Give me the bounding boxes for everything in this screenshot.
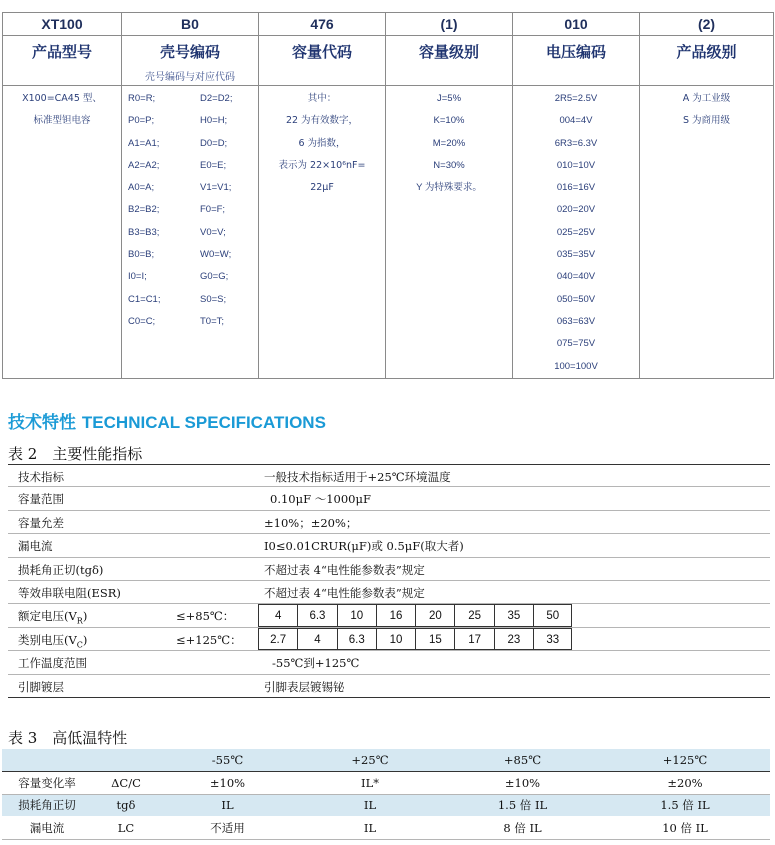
table-cell: ΔC/C (92, 772, 160, 795)
shell-code-item: T0=T; (200, 315, 225, 327)
shell-code-item: R0=R; (128, 93, 156, 104)
part-number-table (2, 12, 774, 379)
header-cell: -55℃ (160, 749, 295, 772)
table-cell: ±10% (445, 772, 600, 795)
shell-code-item: P0=P; (128, 115, 155, 127)
table-header-row (2, 749, 770, 772)
voltage-value-cell: 17 (454, 629, 493, 649)
name-cell (513, 36, 640, 86)
voltage-value-cell: 25 (454, 605, 493, 625)
shell-code-item: I0=I; (128, 271, 147, 283)
shell-code-item: G0=G; (200, 271, 229, 283)
code-cell: (2) (640, 13, 774, 36)
voltage-code-cell (513, 86, 640, 379)
spec-value: ±10%；±20%； (264, 515, 358, 530)
spec-table (8, 464, 770, 698)
model-desc-line: X100=CA45 型、 (22, 93, 102, 104)
tolerance-code-item: Y 为特殊要求。 (416, 182, 482, 194)
table-cell: IL (160, 794, 295, 817)
spec-value: 不超过表 4“电性能参数表”规定 (264, 562, 425, 577)
model-desc-line: 标准型钽电容 (33, 115, 91, 127)
name-cell (122, 36, 259, 86)
table-cell: LC (92, 817, 160, 840)
voltage-code-item: 010=10V (556, 159, 596, 171)
part-code-row (3, 13, 774, 36)
voltage-value-cell: 6.3 (297, 605, 336, 625)
section-heading-en: TECHNICAL SPECIFICATIONS (81, 413, 326, 432)
table-cell: 10 倍 IL (600, 817, 770, 840)
code-cell: XT100 (3, 13, 122, 36)
part-name-row (3, 36, 774, 86)
label-close: ) (82, 609, 88, 624)
shell-code-item: A1=A1; (128, 137, 160, 149)
shell-code-item: D2=D2; (200, 93, 233, 104)
name-cell (259, 36, 386, 86)
shell-code-cell (122, 86, 259, 379)
table-row (2, 772, 770, 795)
table-cell: IL (295, 794, 445, 817)
shell-code-item: H0=H; (200, 115, 228, 127)
capacity-desc-line: 22 为有效数字， (285, 115, 359, 127)
code-cell: B0 (122, 13, 259, 36)
spec-value: 一般技术指标适用于+25℃环境温度 (264, 470, 451, 484)
code-cell: 476 (259, 13, 386, 36)
voltage-value-cell: 15 (415, 629, 454, 649)
capacity-desc-line: 22μF (310, 182, 334, 194)
grade-code-item: S 为商用级 (682, 115, 731, 127)
tolerance-code-item: N=30% (433, 159, 465, 171)
label-close: ) (82, 632, 88, 647)
table-cell: ±10% (160, 772, 295, 795)
table-cell: 漏电流 (2, 817, 92, 840)
shell-code-item: D0=D; (200, 137, 228, 149)
tolerance-code-item: M=20% (432, 137, 466, 149)
name-cell (640, 36, 774, 86)
spec-label (18, 608, 87, 625)
voltage-value-cell: 4 (258, 605, 297, 625)
voltage-value-cell: 4 (297, 629, 336, 649)
shell-code-item: A0=A; (128, 182, 155, 194)
shell-code-item: B2=B2; (128, 204, 160, 216)
voltage-code-item: 2R5=2.5V (554, 93, 598, 104)
voltage-value-cell: 6.3 (337, 629, 376, 649)
grade-cell (640, 86, 774, 379)
model-desc-cell (3, 86, 122, 379)
header-cell: +125℃ (600, 749, 770, 772)
shell-code-item: B3=B3; (128, 226, 160, 238)
shell-code-item: F0=F; (200, 204, 226, 216)
voltage-value-cell: 20 (415, 605, 454, 625)
shell-code-item: C0=C; (128, 315, 156, 327)
spec-label: 引脚镀层 (18, 679, 64, 694)
column-name: 容量级别 (418, 43, 479, 61)
voltage-code-item: 075=75V (556, 338, 596, 350)
tolerance-code-item: J=5% (436, 93, 462, 104)
category-voltage-row (8, 628, 770, 651)
voltage-value-cell: 50 (533, 605, 572, 625)
spec-condition: ≤+85℃： (176, 609, 235, 624)
shell-code-item: W0=W; (200, 249, 232, 261)
column-name: 壳号编码 (159, 43, 220, 61)
spec-label: 容量范围 (18, 492, 64, 507)
voltage-value-cell: 10 (376, 629, 415, 649)
spec-label: 漏电流 (18, 539, 53, 554)
temperature-table (2, 749, 770, 840)
column-name: 容量代码 (291, 43, 352, 61)
voltage-code-item: 025=25V (556, 226, 596, 238)
table-row (8, 534, 770, 557)
table-row (8, 581, 770, 604)
shell-code-item: A2=A2; (128, 159, 160, 171)
voltage-code-item: 004=4V (559, 115, 593, 127)
shell-code-item: B0=B; (128, 249, 155, 261)
table-cell: 损耗角正切 (2, 794, 92, 817)
capacity-desc-line: 表示为 22×10⁶nF= (278, 159, 366, 171)
voltage-value-cell: 33 (533, 629, 572, 649)
spec-label: 技术指标 (18, 470, 64, 484)
voltage-code-item: 040=40V (556, 271, 596, 283)
voltage-code-item: 035=35V (556, 249, 596, 261)
spec-value: I0≤0.01CRUR(μF)或 0.5μF(取大者) (264, 539, 464, 554)
table-row (8, 464, 770, 487)
column-name: 产品型号 (31, 43, 92, 61)
voltage-value-cell: 23 (494, 629, 533, 649)
table-caption: 表 3 高低温特性 (8, 729, 128, 747)
voltage-code-item: 6R3=6.3V (554, 137, 598, 149)
table-cell: tgδ (92, 794, 160, 817)
voltage-grid (258, 628, 572, 650)
name-cell (386, 36, 513, 86)
shell-code-item: V1=V1; (200, 182, 232, 194)
part-body-row (3, 86, 774, 379)
shell-code-item: C1=C1; (128, 293, 161, 305)
header-cell: +25℃ (295, 749, 445, 772)
header-cell (2, 749, 92, 772)
table-row (2, 817, 770, 840)
label-subscript: C (76, 640, 83, 650)
table-row (8, 651, 770, 674)
capacity-desc-line: 6 为指数， (298, 137, 346, 149)
label-text: 类别电压(V (18, 632, 77, 647)
spec-label: 损耗角正切(tgδ) (18, 562, 104, 577)
spec-label: 容量允差 (18, 515, 64, 530)
table-caption: 表 2 主要性能指标 (8, 445, 143, 463)
table-cell: ±20% (600, 772, 770, 795)
voltage-code-item: 050=50V (556, 293, 596, 305)
column-subtitle: 壳号编码与对应代码 (145, 72, 235, 83)
code-cell: 010 (513, 13, 640, 36)
voltage-code-item: 020=20V (556, 204, 596, 216)
spec-value: 引脚表层镀锡铋 (264, 679, 345, 694)
table-cell: IL* (295, 772, 445, 795)
table-row (8, 558, 770, 581)
name-cell (3, 36, 122, 86)
shell-code-item: S0=S; (200, 293, 227, 305)
code-cell: (1) (386, 13, 513, 36)
voltage-grid (258, 604, 572, 626)
table-cell: 1.5 倍 IL (600, 794, 770, 817)
voltage-code-item: 063=63V (556, 315, 596, 327)
capacity-desc-line: 其中： (307, 93, 337, 104)
column-name: 产品级别 (676, 43, 737, 61)
spec-label (18, 632, 87, 649)
column-name: 电压编码 (545, 43, 606, 61)
table-cell: 不适用 (160, 817, 295, 840)
table-cell: 容量变化率 (2, 772, 92, 795)
spec-condition: ≤+125℃： (176, 632, 242, 647)
spec-value: 不超过表 4“电性能参数表”规定 (264, 585, 425, 600)
spec-value: 0.10μF ～1000μF (270, 492, 371, 507)
grade-code-item: A 为工业级 (682, 93, 731, 104)
rated-voltage-row (8, 604, 770, 627)
voltage-code-item: 100=100V (554, 360, 598, 372)
label-text: 额定电压(V (18, 609, 77, 624)
header-cell (92, 749, 160, 772)
tolerance-code-item: K=10% (433, 115, 465, 127)
table-cell: 8 倍 IL (445, 817, 600, 840)
table-row (8, 487, 770, 510)
table-cell: 1.5 倍 IL (445, 794, 600, 817)
voltage-value-cell: 10 (337, 605, 376, 625)
spec-label: 工作温度范围 (18, 656, 87, 671)
table-cell: IL (295, 817, 445, 840)
capacity-desc-cell (259, 86, 386, 379)
table-row (2, 794, 770, 817)
voltage-code-item: 016=16V (556, 182, 596, 194)
tolerance-cell (386, 86, 513, 379)
header-cell: +85℃ (445, 749, 600, 772)
label-subscript: R (76, 616, 83, 626)
shell-code-item: E0=E; (200, 159, 227, 171)
section-heading (8, 408, 326, 433)
voltage-value-cell: 2.7 (258, 629, 297, 649)
shell-code-item: V0=V; (200, 226, 226, 238)
voltage-value-cell: 16 (376, 605, 415, 625)
table-row (8, 511, 770, 534)
table-row (8, 675, 770, 698)
spec-label: 等效串联电阻(ESR) (18, 585, 121, 600)
section-heading-cn: 技术特性 (8, 413, 76, 433)
voltage-value-cell: 35 (494, 605, 533, 625)
spec-value: -55℃到+125℃ (272, 656, 360, 671)
